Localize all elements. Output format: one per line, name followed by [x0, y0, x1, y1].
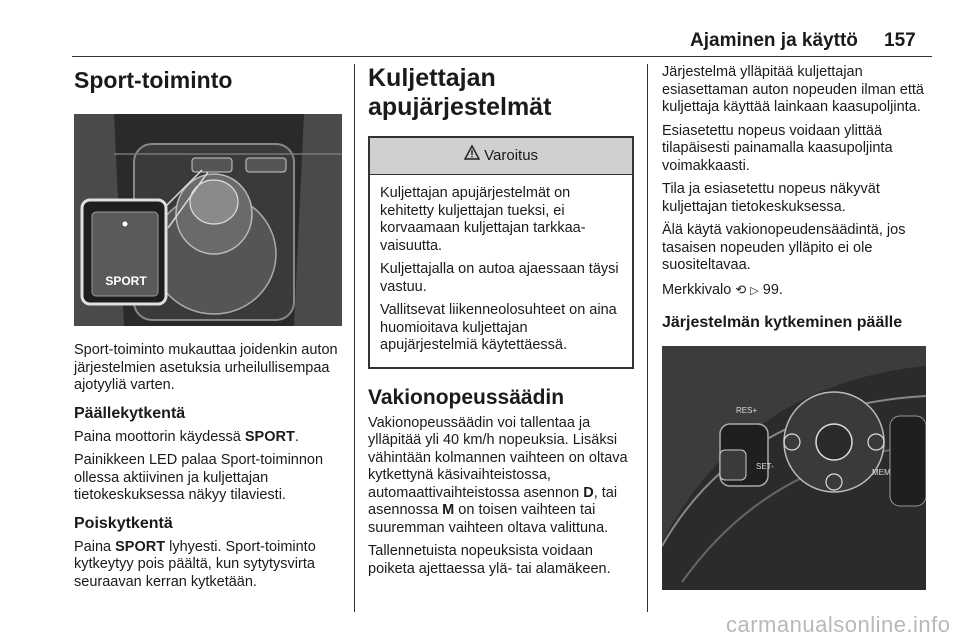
cruise-text-2: Tallennetuista nopeuksista voidaan poiketa ajettaessa ylä- tai alamäkeen. — [368, 543, 611, 577]
sport-intro: Sport-toiminto mukauttaa joidenkin auton järjestelmien asetuksia urheilullisempaa ajotyyliä varten. — [74, 342, 338, 393]
switch-on-text: Paina moottorin käydessä SPORT. — [74, 428, 299, 445]
heading-switch-on-cruise: Järjestelmän kytkeminen päälle — [662, 314, 903, 331]
column-divider-2 — [647, 64, 648, 612]
warning-box — [368, 136, 634, 369]
led-text: Painikkeen LED palaa Sport-toiminnon ollessa aktiivinen ja kuljettajan tietokeskuksessa näkyy tilaviesti. — [74, 452, 324, 503]
warning-header — [370, 138, 632, 175]
cruise-indicator-icon: ⟲ — [735, 281, 747, 297]
warning-icon — [464, 138, 480, 174]
section-title-assist: Kuljettajan apujärjestelmät — [368, 64, 552, 121]
steering-wheel-image — [662, 346, 926, 590]
heading-switch-on: Päällekytkentä — [74, 404, 186, 422]
warning-text-3: Vallitsevat liikenneolosuhteet on aina huomioitava kuljettajan apujärjestelmiä käytettäessä. — [380, 302, 617, 353]
page-number: 157 — [884, 30, 916, 51]
column-cruise-details — [662, 64, 930, 590]
sport-button-image — [74, 114, 342, 326]
console-illustration — [74, 114, 342, 326]
wheel-label-mem: MEM — [872, 468, 891, 477]
indicator-reference: Merkkivalo ⟲ ▷ 99. — [662, 281, 783, 298]
warning-body — [370, 175, 632, 367]
heading-switch-off: Poiskytkentä — [74, 514, 173, 532]
cruise-desc-1: Järjestelmä ylläpitää kuljettajan esiasettaman auton nopeuden ilman että kuljettaja käyttää lainkaan kaasupoljinta. — [662, 64, 924, 115]
wheel-label-set: SET- — [756, 462, 774, 471]
column-sport — [74, 64, 342, 597]
column-divider-1 — [354, 64, 355, 612]
page-ref-icon: ▷ — [750, 284, 759, 297]
watermark: carmanualsonline.info — [726, 612, 951, 637]
heading-cruise-control: Vakionopeussäädin — [368, 385, 565, 409]
header-divider — [72, 56, 932, 57]
switch-off-text: Paina SPORT lyhyesti. Sport-toiminto kytkeytyy pois päältä, kun sytytysvirta seuraavan kerran kytketään. — [74, 538, 316, 590]
warning-text-1: Kuljettajan apujärjestelmät on kehitetty kuljettajan tueksi, ei korvaamaan kuljettajan tarkkaavaisuutta. — [380, 185, 586, 254]
header-title: Ajaminen ja käyttö — [690, 30, 858, 51]
cruise-desc-3: Tila ja esiasetettu nopeus näkyvät kuljettajan tietokeskuksessa. — [662, 181, 880, 215]
wheel-label-res: RES+ — [736, 406, 758, 415]
warning-text-2: Kuljettajalla on autoa ajaessaan täysi vastuu. — [380, 261, 619, 295]
warning-title: Varoitus — [484, 147, 539, 164]
cruise-desc-4: Älä käytä vakionopeudensäädintä, jos tasaisen nopeuden ylläpito ei ole suositeltavaa. — [662, 222, 906, 273]
cruise-text-1: Vakionopeussäädin voi tallentaa ja ylläpitää yli 40 km/h nopeuksia. Lisäksi vähintään kolmannen vaihteen on oltava kytkettynä käsivaihteistossa, automaattivaihteistossa asennon D, tai asennossa M on toisen vaihteen tai suuremman vaihteen oltava valittuna. — [368, 414, 628, 536]
sport-button-label: SPORT — [105, 274, 147, 288]
cruise-desc-2: Esiasetettu nopeus voidaan ylittää tilapäisesti painamalla kaasupoljinta voimakkaasti. — [662, 122, 893, 174]
column-driver-assist — [368, 64, 634, 584]
section-title-sport: Sport-toiminto — [74, 67, 233, 93]
